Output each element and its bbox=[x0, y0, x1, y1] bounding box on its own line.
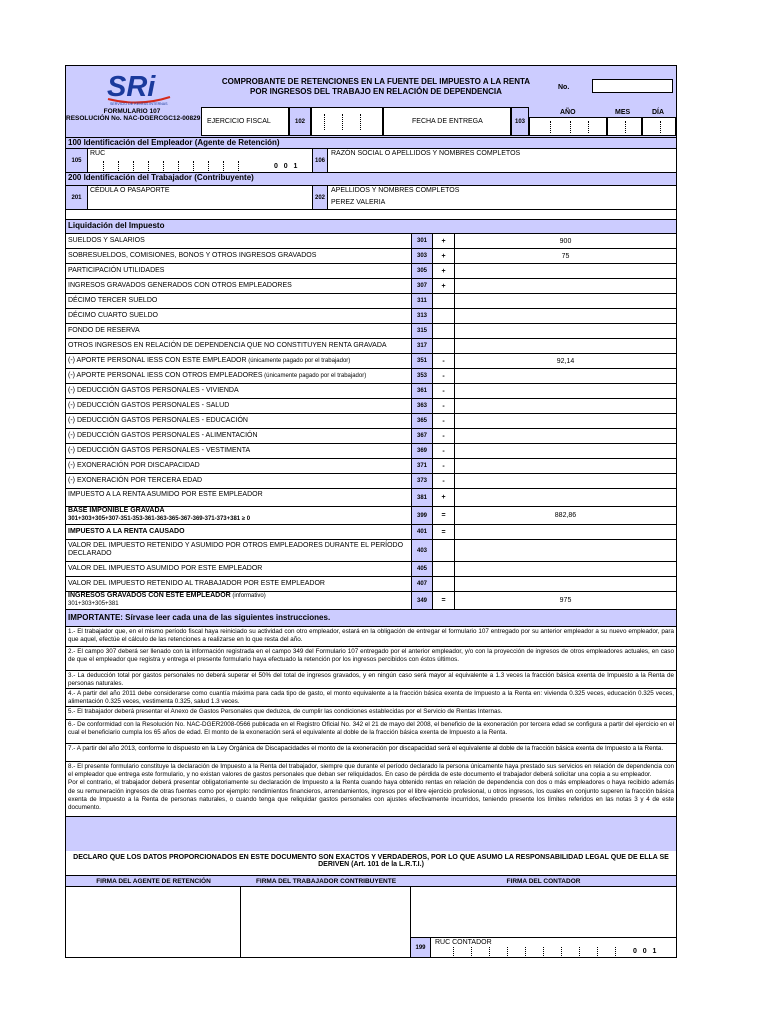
instruction-item: 8.- El presente formulario constituye la declaración de Impuesto a la Renta del trabajador, siempre que durante el período declarado la persona únicamente haya prestado sus servicios en relación de dependencia con el empleador que entrega este formulario, y no existan valores de gastos personales que deban ser reliquidados. En caso de pérdida de este documento el trabajador deberá solicitar una copia a su empleador. Por el contrario, el trabajador deberá presentar obligatoriamente su declaración de Impuesto a la Renta cuando haya obtenido rentas en relación de dependencia con dos o más empleadores o haya recibido además de su remuneración ingresos de otras fuentes como por ejemplo: rendimientos financieros, arrendamientos, ingresos por el libre ejercicio profesional, u otros ingresos, los cuales en conjunto superen la fracción básica exenta de Impuesto a la Renta de personas naturales, o cuando tenga que reliquidar gastos personales con ajustes efectivamente incurridos, teniendo presente los límites referidos en las notas 3 y 4 de este documento. bbox=[66, 762, 676, 817]
row-code: 307 bbox=[411, 279, 433, 293]
row-value[interactable]: 975 bbox=[559, 597, 572, 604]
row-value[interactable]: 92,14 bbox=[556, 357, 575, 365]
row-value[interactable]: 75 bbox=[561, 252, 570, 260]
firma-agente-label: FIRMA DEL AGENTE DE RETENCIÓN bbox=[96, 878, 211, 885]
form-title-line1: COMPROBANTE DE RETENCIONES EN LA FUENTE DEL IMPUESTO A LA RENTA bbox=[221, 77, 531, 86]
instruction-item: 6.- De conformidad con la Resolución No. NAC-DGER2008-0566 publicada en el Registro Oficial No. 342 el 21 de mayo del 2008, el beneficio de la exoneración por tercera edad se configura a partir del ejercicio en el cual el beneficiario cumpla los 65 años de edad. El monto de la exoneración será el equivalente al doble de la fracción básica exenta de Impuesto a la Renta. bbox=[66, 720, 676, 744]
row-description: (-) APORTE PERSONAL IESS CON OTROS EMPLEADORES (únicamente pagado por el trabajador) bbox=[68, 372, 367, 379]
liquidacion-row bbox=[66, 324, 676, 339]
formulario-label: FORMULARIO 107 bbox=[103, 108, 161, 115]
row-operator: - bbox=[433, 444, 455, 458]
liquidacion-row bbox=[66, 525, 676, 540]
row-value[interactable] bbox=[455, 309, 676, 323]
liquidacion-row bbox=[66, 234, 676, 249]
liquidacion-row bbox=[66, 369, 676, 384]
worker-section-title: 200 Identificación del Trabajador (Contribuyente) bbox=[66, 173, 676, 186]
row-code: 353 bbox=[411, 369, 433, 383]
row-value[interactable] bbox=[455, 540, 676, 561]
row-value[interactable] bbox=[455, 384, 676, 398]
row-code: 405 bbox=[411, 562, 433, 576]
form-107 bbox=[65, 65, 677, 958]
instruction-item: 5.- El trabajador deberá presentar el Anexo de Gastos Personales que deduzca, de cumplir las condiciones establecidas por el Servicio de Rentas Internas. bbox=[66, 707, 676, 720]
row-operator: - bbox=[433, 474, 455, 488]
row-value[interactable]: 900 bbox=[559, 237, 572, 245]
sri-logo bbox=[104, 69, 174, 107]
row-description: (-) DEDUCCIÓN GASTOS PERSONALES - ALIMENTACIÓN bbox=[68, 432, 258, 439]
row-value[interactable] bbox=[455, 279, 676, 293]
row-description: IMPUESTO A LA RENTA CAUSADO bbox=[68, 528, 185, 535]
row-value[interactable] bbox=[455, 339, 676, 353]
liquidacion-row bbox=[66, 414, 676, 429]
row-value[interactable] bbox=[455, 577, 676, 591]
spacer-band bbox=[66, 210, 676, 220]
instruction-item: 7.- A partir del año 2013, conforme lo dispuesto en la Ley Orgánica de Discapacidades el monto de la exoneración por discapacidad será el equivalente al doble de la fracción básica exenta de Impuesto a la Renta. bbox=[66, 744, 676, 762]
row-value[interactable] bbox=[455, 444, 676, 458]
razon-code: 106 bbox=[312, 149, 328, 172]
row-description: VALOR DEL IMPUESTO RETENIDO Y ASUMIDO POR OTROS EMPLEADORES DURANTE EL PERÍODO DECLARADO bbox=[68, 542, 404, 558]
ruc-code: 105 bbox=[66, 149, 88, 172]
row-description: VALOR DEL IMPUESTO RETENIDO AL TRABAJADOR POR ESTE EMPLEADOR bbox=[68, 580, 325, 587]
row-operator: - bbox=[433, 459, 455, 473]
worker-row bbox=[66, 186, 676, 210]
liquidacion-row bbox=[66, 592, 676, 610]
instruction-item: 2.- El campo 307 deberá ser llenado con la información registrada en el campo 349 del Formulario 107 entregado por el anterior empleador, y/o con la proyección de ingresos de otros empleadores actuales, en caso de que el empleador que registra y entrega el presente formulario haya efectuado la retención por los ingresos percibidos con éstos últimos. bbox=[66, 647, 676, 671]
ejercicio-cell: EJERCICIO FISCAL bbox=[201, 107, 289, 136]
firma-trabajador-box[interactable] bbox=[241, 887, 411, 957]
row-description: IMPUESTO A LA RENTA ASUMIDO POR ESTE EMPLEADOR bbox=[68, 491, 263, 498]
row-value[interactable] bbox=[455, 294, 676, 308]
firma-contador-label: FIRMA DEL CONTADOR bbox=[506, 878, 581, 885]
liquidacion-row bbox=[66, 354, 676, 369]
row-description: (-) EXONERACIÓN POR TERCERA EDAD bbox=[68, 477, 203, 484]
row-operator bbox=[433, 339, 455, 353]
liquidacion-row bbox=[66, 309, 676, 324]
number-field[interactable] bbox=[592, 79, 673, 93]
row-code: 361 bbox=[411, 384, 433, 398]
row-code: 371 bbox=[411, 459, 433, 473]
row-description: BASE IMPONIBLE GRAVADA 301+303+305+307-351-353-361-363-365-367-369-371-373+381 ≥ 0 bbox=[68, 507, 251, 523]
liquidacion-row bbox=[66, 429, 676, 444]
row-code: 365 bbox=[411, 414, 433, 428]
declaration-text: DECLARO QUE LOS DATOS PROPORCIONADOS EN ESTE DOCUMENTO SON EXACTOS Y VERDADEROS, POR LO QUE ASUMO LA RESPONSABILIDAD LEGAL QUE DE ELLA SE DERIVEN (Art. 101 de la L.R.T.I.) bbox=[73, 854, 669, 868]
nombre-label: APELLIDOS Y NOMBRES COMPLETOS bbox=[331, 187, 460, 194]
row-description: FONDO DE RESERVA bbox=[68, 327, 140, 334]
row-description: PARTICIPACIÓN UTILIDADES bbox=[68, 267, 165, 274]
liquidacion-section-title: Liquidación del Impuesto bbox=[66, 221, 676, 234]
row-operator: - bbox=[433, 414, 455, 428]
row-description: (-) EXONERACIÓN POR DISCAPACIDAD bbox=[68, 462, 200, 469]
row-operator: + bbox=[433, 264, 455, 278]
ruc-field[interactable]: 0 0 1 bbox=[88, 149, 312, 172]
ejercicio-field[interactable] bbox=[311, 107, 383, 136]
row-value[interactable] bbox=[455, 414, 676, 428]
ruc-contador-code: 199 bbox=[411, 938, 431, 957]
ruc-contador-row bbox=[411, 938, 676, 957]
row-description: (-) DEDUCCIÓN GASTOS PERSONALES - EDUCACIÓN bbox=[68, 417, 248, 424]
row-code: 381 bbox=[411, 489, 433, 506]
instruction-item: 1.- El trabajador que, en el mismo período fiscal haya reiniciado su actividad con otro empleador, estará en la obligación de entregar el formulario 107 entregado por su anterior empleador a su nuevo empleador, para que aquel, efectúe el cálculo de las retenciones a realizarse en lo que resta del año. bbox=[66, 627, 676, 647]
liquidacion-row bbox=[66, 459, 676, 474]
ejercicio-code: 102 bbox=[289, 107, 311, 136]
row-value[interactable] bbox=[455, 324, 676, 338]
row-operator: - bbox=[433, 429, 455, 443]
employer-row bbox=[66, 149, 676, 173]
row-code: 363 bbox=[411, 399, 433, 413]
row-description: INGRESOS GRAVADOS CON ESTE EMPLEADOR (informativo) 301+303+305+381 bbox=[68, 592, 266, 608]
dia-label: DÍA bbox=[652, 109, 665, 116]
row-code: 399 bbox=[411, 507, 433, 524]
liquidacion-row bbox=[66, 562, 676, 577]
row-operator: - bbox=[433, 384, 455, 398]
row-operator: + bbox=[433, 279, 455, 293]
fecha-cell: FECHA DE ENTREGA bbox=[383, 107, 511, 136]
firma-agente-box[interactable] bbox=[66, 887, 241, 957]
mes-label: MES bbox=[615, 109, 631, 116]
row-code: 403 bbox=[411, 540, 433, 561]
row-operator: = bbox=[433, 592, 455, 609]
liquidacion-row bbox=[66, 279, 676, 294]
row-operator bbox=[433, 562, 455, 576]
row-description: (-) DEDUCCIÓN GASTOS PERSONALES - SALUD bbox=[68, 402, 230, 409]
row-value[interactable] bbox=[455, 369, 676, 383]
firma-contador-box[interactable] bbox=[411, 887, 676, 938]
ruc-contador-label: RUC CONTADOR bbox=[435, 939, 492, 946]
razon-field[interactable] bbox=[328, 157, 676, 172]
firma-trabajador-label: FIRMA DEL TRABAJADOR CONTRIBUYENTE bbox=[255, 878, 397, 885]
liquidacion-row bbox=[66, 507, 676, 525]
cedula-label: CÉDULA O PASAPORTE bbox=[90, 187, 170, 194]
row-operator: = bbox=[433, 525, 455, 539]
row-operator: - bbox=[433, 399, 455, 413]
number-label: No. bbox=[558, 84, 570, 91]
row-description: VALOR DEL IMPUESTO ASUMIDO POR ESTE EMPLEADOR bbox=[68, 565, 263, 572]
row-value[interactable] bbox=[455, 459, 676, 473]
row-code: 349 bbox=[411, 592, 433, 609]
fecha-code: 103 bbox=[511, 107, 529, 136]
razon-label: RAZÓN SOCIAL O APELLIDOS Y NOMBRES COMPLETOS bbox=[331, 150, 521, 157]
signatures-header bbox=[66, 876, 676, 887]
row-operator: - bbox=[433, 354, 455, 368]
declaration-block bbox=[66, 851, 676, 876]
row-description: (-) DEDUCCIÓN GASTOS PERSONALES - VESTIMENTA bbox=[68, 447, 251, 454]
ruc-label: RUC bbox=[90, 150, 106, 157]
row-operator bbox=[433, 540, 455, 561]
row-operator: = bbox=[433, 507, 455, 524]
row-code: 401 bbox=[411, 525, 433, 539]
row-value[interactable] bbox=[455, 474, 676, 488]
row-value[interactable] bbox=[455, 489, 676, 506]
instructions-title: IMPORTANTE: Sírvase leer cada una de las siguientes instrucciones. bbox=[66, 610, 676, 627]
employer-section-title: 100 Identificación del Empleador (Agente de Retención) bbox=[66, 137, 676, 149]
row-code: 311 bbox=[411, 294, 433, 308]
nombre-value[interactable]: PEREZ VALERIA bbox=[331, 199, 386, 206]
row-value[interactable] bbox=[455, 562, 676, 576]
row-description: DÉCIMO CUARTO SUELDO bbox=[68, 312, 158, 319]
row-operator: + bbox=[433, 234, 455, 248]
liquidacion-row bbox=[66, 399, 676, 414]
row-operator: + bbox=[433, 249, 455, 263]
row-description: SOBRESUELDOS, COMISIONES, BONOS Y OTROS INGRESOS GRAVADOS bbox=[68, 252, 317, 259]
liquidacion-row bbox=[66, 294, 676, 309]
liquidacion-row bbox=[66, 339, 676, 354]
row-description: DÉCIMO TERCER SUELDO bbox=[68, 297, 158, 304]
nombre-code: 202 bbox=[312, 186, 328, 209]
liquidacion-row bbox=[66, 444, 676, 459]
cedula-field[interactable] bbox=[88, 194, 312, 209]
row-code: 351 bbox=[411, 354, 433, 368]
anio-label: AÑO bbox=[560, 109, 576, 116]
row-code: 301 bbox=[411, 234, 433, 248]
header-block bbox=[66, 66, 676, 139]
row-operator bbox=[433, 309, 455, 323]
form-title-line2: POR INGRESOS DEL TRABAJO EN RELACIÓN DE DEPENDENCIA bbox=[250, 87, 502, 96]
resolucion-label: RESOLUCIÓN No. NAC-DGERCGC12-00829 bbox=[66, 115, 201, 122]
row-code: 367 bbox=[411, 429, 433, 443]
row-description: (-) DEDUCCIÓN GASTOS PERSONALES - VIVIENDA bbox=[68, 387, 239, 394]
row-code: 373 bbox=[411, 474, 433, 488]
fecha-mes-field[interactable] bbox=[607, 117, 642, 136]
svg-text:SERVICIO DE RENTAS INTERNAS: SERVICIO DE RENTAS INTERNAS bbox=[110, 102, 168, 106]
row-description: (-) APORTE PERSONAL IESS CON ESTE EMPLEADOR (únicamente pagado por el trabajador) bbox=[68, 357, 351, 364]
liquidacion-row bbox=[66, 577, 676, 592]
fecha-anio-field[interactable] bbox=[529, 117, 607, 136]
row-code: 317 bbox=[411, 339, 433, 353]
row-operator: + bbox=[433, 489, 455, 506]
svg-text:SRi: SRi bbox=[107, 71, 156, 103]
row-description: INGRESOS GRAVADOS GENERADOS CON OTROS EMPLEADORES bbox=[68, 282, 292, 289]
row-code: 407 bbox=[411, 577, 433, 591]
row-value[interactable] bbox=[455, 264, 676, 278]
row-value[interactable]: 882,86 bbox=[554, 512, 577, 519]
row-description: SUELDOS Y SALARIOS bbox=[68, 237, 145, 244]
row-operator bbox=[433, 294, 455, 308]
liquidacion-row bbox=[66, 489, 676, 507]
liquidacion-row bbox=[66, 474, 676, 489]
row-code: 305 bbox=[411, 264, 433, 278]
row-description: OTROS INGRESOS EN RELACIÓN DE DEPENDENCIA QUE NO CONSTITUYEN RENTA GRAVADA bbox=[68, 342, 387, 349]
row-code: 313 bbox=[411, 309, 433, 323]
row-operator bbox=[433, 577, 455, 591]
row-code: 315 bbox=[411, 324, 433, 338]
cedula-code: 201 bbox=[66, 186, 88, 209]
row-value[interactable] bbox=[455, 399, 676, 413]
fecha-dia-field[interactable] bbox=[642, 117, 676, 136]
row-operator bbox=[433, 324, 455, 338]
instruction-item: 3.- La deducción total por gastos personales no deberá superar el 50% del total de ingresos gravados, y en ningún caso será mayor al equivalente a 1.3 veces la fracción básica exenta de Impuesto a la Renta de personas naturales. bbox=[68, 672, 674, 688]
instruction-item: 4.- A partir del año 2011 debe considerarse como cuantía máxima para cada tipo de gasto, el monto equivalente a la fracción básica exenta de Impuesto a la Renta en: vivienda 0.325 veces, educación 0.325 veces, alimentación 0.325 veces, vestimenta 0.325, salud 1.3 veces. bbox=[68, 690, 674, 706]
row-value[interactable] bbox=[455, 429, 676, 443]
row-operator: - bbox=[433, 369, 455, 383]
row-value[interactable] bbox=[455, 525, 676, 539]
liquidacion-row bbox=[66, 264, 676, 279]
liquidacion-row bbox=[66, 249, 676, 264]
liquidacion-row bbox=[66, 540, 676, 562]
liquidacion-row bbox=[66, 384, 676, 399]
ruc-contador-field[interactable]: 0 0 1 bbox=[431, 938, 676, 957]
row-code: 303 bbox=[411, 249, 433, 263]
row-code: 369 bbox=[411, 444, 433, 458]
